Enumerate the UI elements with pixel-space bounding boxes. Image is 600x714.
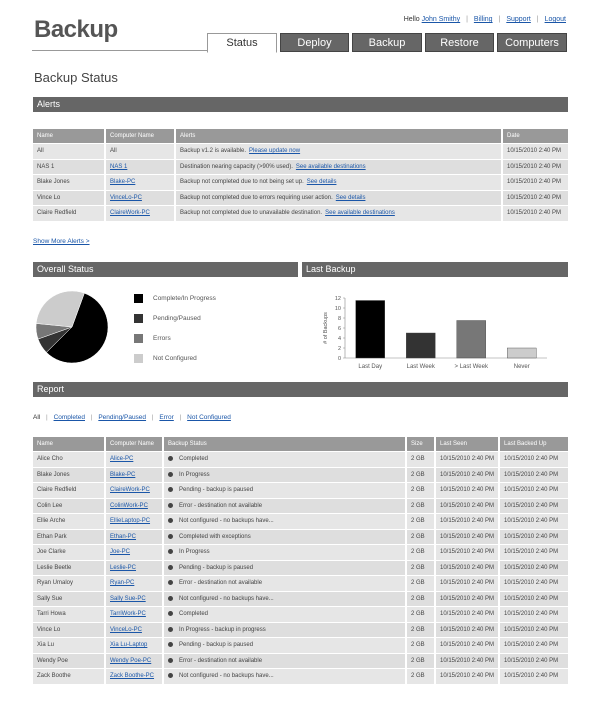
report-computer-cell [106,513,164,529]
status-dot-icon [168,565,173,570]
report-last-seen: 10/15/2010 2:40 PM [436,560,500,576]
report-table [33,437,568,684]
page-title: Backup Status [34,70,118,85]
alerts-col-computer[interactable]: Computer Name [106,129,176,143]
report-computer-cell [106,482,164,498]
report-last-seen: 10/15/2010 2:40 PM [436,544,500,560]
alert-computer-cell [106,143,176,159]
bar-y-tick-label: 0 [337,356,341,362]
report-computer-cell [106,498,164,514]
report-computer-link[interactable]: Xia Lu-Laptop [110,642,148,649]
alert-date: 10/15/2010 2:40 PM [503,143,568,159]
bar-x-tick-label: > Last Week [454,364,488,370]
report-last-backed-up: 10/15/2010 2:40 PM [500,606,568,622]
report-last-backed-up: 10/15/2010 2:40 PM [500,529,568,545]
report-col-name[interactable]: Name [33,437,106,451]
report-size: 2 GB [407,513,436,529]
status-dot-icon [168,518,173,523]
alert-date: 10/15/2010 2:40 PM [503,159,568,175]
alert-message: Backup not completed due to unavailable destination. [180,210,323,217]
alert-computer-cell [106,159,176,175]
report-row [33,668,568,684]
report-status-cell [164,575,407,591]
report-row [33,451,568,467]
legend-swatch [134,334,143,343]
report-status-cell [164,451,407,467]
report-col-last-backed-up[interactable]: Last Backed Up [500,437,568,451]
report-computer-cell [106,451,164,467]
last-backup-header: Last Backup [302,262,568,277]
bar-last-day [356,301,385,359]
alert-computer-link[interactable]: NAS 1 [110,163,128,170]
status-dot-icon [168,611,173,616]
report-name: Vince Lo [33,622,106,638]
report-last-backed-up: 10/15/2010 2:40 PM [500,513,568,529]
alerts-table [33,129,568,221]
legend-swatch [134,294,143,303]
report-name: Xia Lu [33,637,106,653]
alert-action-link[interactable]: See available destinations [295,163,366,170]
alert-message: Backup not completed due to errors requiring user action. [180,194,333,201]
report-size: 2 GB [407,498,436,514]
filter-separator: | [179,414,182,421]
tab-deploy[interactable]: Deploy [280,33,349,52]
report-computer-cell [106,575,164,591]
report-last-seen: 10/15/2010 2:40 PM [436,498,500,514]
report-row [33,529,568,545]
report-computer-link[interactable]: Wendy Poe-PC [110,657,152,664]
report-computer-cell [106,529,164,545]
alert-message: Backup v1.2 is available. [180,148,247,155]
filter-separator: | [90,414,93,421]
report-computer-cell [106,467,164,483]
nav-separator: | [498,16,501,23]
nav-separator: | [466,16,468,23]
report-computer-link[interactable]: Ryan-PC [110,580,135,587]
report-col-status[interactable]: Backup Status [164,437,407,451]
report-row [33,544,568,560]
legend-label: Not Configured [153,355,197,362]
alerts-col-date[interactable]: Date [503,129,568,143]
alert-message-cell [176,159,503,175]
tab-backup[interactable]: Backup [352,33,422,52]
report-status: In Progress [179,549,210,556]
header-divider [32,50,208,51]
report-status-cell [164,637,407,653]
report-computer-link[interactable]: ClaireWork-PC [110,487,150,494]
nav-separator: | [536,16,539,23]
report-name: Tarri Howa [33,606,106,622]
report-col-size[interactable]: Size [407,437,436,451]
report-last-backed-up: 10/15/2010 2:40 PM [500,668,568,684]
report-size: 2 GB [407,529,436,545]
filter-not-configured[interactable]: Not Configured [187,414,231,421]
alert-name: All [33,143,106,159]
report-name: Blake Jones [33,467,106,483]
report-status-cell [164,560,407,576]
report-status-cell [164,544,407,560]
status-dot-icon [168,642,173,647]
alert-row [33,143,568,159]
alert-computer-link[interactable]: Blake-PC [110,179,136,186]
report-last-seen: 10/15/2010 2:40 PM [436,451,500,467]
report-status: Completed [179,456,209,463]
alert-row [33,159,568,175]
alert-action-link[interactable]: Please update now [249,148,301,155]
overall-status-header: Overall Status [33,262,298,277]
report-last-backed-up: 10/15/2010 2:40 PM [500,498,568,514]
report-computer-link[interactable]: ColinWork-PC [110,502,148,509]
alert-computer-cell [106,174,176,190]
status-dot-icon [168,487,173,492]
report-status-cell [164,513,407,529]
report-computer-link[interactable]: Sally Sue-PC [110,595,146,602]
alert-row [33,174,568,190]
report-last-backed-up: 10/15/2010 2:40 PM [500,591,568,607]
alert-message-cell [176,143,503,159]
report-row [33,606,568,622]
status-dot-icon [168,456,173,461]
bar-y-tick-label: 8 [337,316,341,322]
report-computer-link[interactable]: VinceLo-PC [110,626,142,633]
report-row [33,622,568,638]
report-status: Pending - backup is paused [179,487,254,494]
status-dot-icon [168,549,173,554]
report-last-seen: 10/15/2010 2:40 PM [436,591,500,607]
alert-computer-link[interactable]: VinceLo-PC [110,194,142,201]
report-row [33,591,568,607]
report-name: Colin Lee [33,498,106,514]
report-status-cell [164,668,407,684]
report-size: 2 GB [407,668,436,684]
status-dot-icon [168,472,173,477]
report-computer-cell [106,560,164,576]
alert-row [33,205,568,221]
report-size: 2 GB [407,575,436,591]
report-name: Claire Redfield [33,482,106,498]
report-last-seen: 10/15/2010 2:40 PM [436,622,500,638]
alert-computer-link: All [110,148,117,155]
report-computer-link[interactable]: Blake-PC [110,471,136,478]
report-last-seen: 10/15/2010 2:40 PM [436,606,500,622]
report-computer-cell [106,668,164,684]
report-last-backed-up: 10/15/2010 2:40 PM [500,482,568,498]
report-status-cell [164,498,407,514]
alert-name: NAS 1 [33,159,106,175]
report-name: Wendy Poe [33,653,106,669]
bar-y-tick-label: 12 [334,296,341,302]
bar-y-tick-label: 10 [334,306,341,312]
alert-row [33,190,568,206]
report-last-backed-up: 10/15/2010 2:40 PM [500,544,568,560]
report-last-backed-up: 10/15/2010 2:40 PM [500,637,568,653]
report-name: Alice Cho [33,451,106,467]
alert-message-cell [176,174,503,190]
alert-message-cell [176,205,503,221]
alert-date: 10/15/2010 2:40 PM [503,205,568,221]
report-status-cell [164,467,407,483]
report-name: Sally Sue [33,591,106,607]
alert-computer-cell [106,205,176,221]
report-last-backed-up: 10/15/2010 2:40 PM [500,451,568,467]
status-dot-icon [168,673,173,678]
legend-swatch [134,354,143,363]
legend-label: Complete/In Progress [153,295,216,302]
alert-name: Vince Lo [33,190,106,206]
report-name: Ryan Umaloy [33,575,106,591]
report-name: Ethan Park [33,529,106,545]
report-last-seen: 10/15/2010 2:40 PM [436,482,500,498]
report-size: 2 GB [407,467,436,483]
report-last-backed-up: 10/15/2010 2:40 PM [500,560,568,576]
report-status: Error - destination not available [179,502,263,509]
report-col-last-seen[interactable]: Last Seen [436,437,500,451]
report-computer-cell [106,622,164,638]
bar-last-week [406,333,435,358]
report-status-cell [164,653,407,669]
report-section-header: Report [33,382,568,397]
report-last-backed-up: 10/15/2010 2:40 PM [500,575,568,591]
report-computer-link[interactable]: Ethan-PC [110,533,137,540]
alert-date: 10/15/2010 2:40 PM [503,174,568,190]
report-last-seen: 10/15/2010 2:40 PM [436,653,500,669]
report-computer-link[interactable]: Alice-PC [110,456,134,463]
report-status: Error - destination not available [179,580,263,587]
report-status: Not configured - no backups have... [179,673,274,680]
filter-all[interactable]: All [33,414,41,421]
alerts-col-name[interactable]: Name [33,129,106,143]
report-last-backed-up: 10/15/2010 2:40 PM [500,467,568,483]
report-last-seen: 10/15/2010 2:40 PM [436,668,500,684]
report-size: 2 GB [407,606,436,622]
report-status-cell [164,482,407,498]
report-status: Pending - backup is paused [179,564,254,571]
report-status: Error - destination not available [179,657,263,664]
bar-x-tick-label: Last Week [406,364,435,370]
app-logo: Backup [34,16,118,43]
report-name: Leslie Beetle [33,560,106,576]
logout-link[interactable]: Logout [544,16,566,23]
report-computer-cell [106,653,164,669]
report-col-computer[interactable]: Computer Name [106,437,164,451]
report-filters [33,414,231,421]
alert-computer-link[interactable]: ClaireWork-PC [110,210,150,217]
report-computer-link[interactable]: Zack Boothe-PC [110,673,155,680]
alert-action-link[interactable]: See available destinations [325,210,395,217]
report-row [33,498,568,514]
bar-y-tick-label: 4 [337,336,341,342]
report-size: 2 GB [407,544,436,560]
alert-name: Blake Jones [33,174,106,190]
bar-x-tick-label: Never [513,364,530,370]
bar-y-tick-label: 6 [337,326,341,332]
alert-message-cell [176,190,503,206]
user-link[interactable]: John Smithy [421,16,461,23]
filter-error[interactable]: Error [159,414,174,421]
report-row [33,467,568,483]
last-backup-bar-chart [315,290,555,374]
report-status-cell [164,529,407,545]
report-row [33,575,568,591]
status-dot-icon [168,627,173,632]
report-status-cell [164,622,407,638]
bar-never [507,348,536,358]
report-status: In Progress - backup in progress [179,626,266,633]
alert-message: Destination nearing capacity (>90% used). [180,163,293,170]
report-row [33,513,568,529]
report-computer-cell [106,591,164,607]
report-last-backed-up: 10/15/2010 2:40 PM [500,653,568,669]
report-status: Completed with exceptions [179,533,251,540]
report-row [33,560,568,576]
support-link[interactable]: Support [506,16,531,23]
report-status: Not configured - no backups have... [179,595,274,602]
report-last-seen: 10/15/2010 2:40 PM [436,467,500,483]
report-size: 2 GB [407,560,436,576]
greeting-label: Hello [403,16,420,23]
report-size: 2 GB [407,591,436,607]
report-status-cell [164,591,407,607]
report-computer-cell [106,606,164,622]
report-status-cell [164,606,407,622]
alert-message: Backup not completed due to not being set up. [180,179,304,186]
tab-restore[interactable]: Restore [425,33,494,52]
report-size: 2 GB [407,637,436,653]
report-row [33,637,568,653]
legend-label: Pending/Paused [153,315,201,322]
filter-completed[interactable]: Completed [53,414,85,421]
report-size: 2 GB [407,653,436,669]
bar-y-tick-label: 2 [337,346,341,352]
alert-computer-cell [106,190,176,206]
report-computer-cell [106,544,164,560]
overall-status-pie-chart [32,287,112,367]
filter-separator: | [151,414,154,421]
report-size: 2 GB [407,622,436,638]
report-name: Ellie Arche [33,513,106,529]
report-row [33,653,568,669]
report-computer-link[interactable]: TarriWork-PC [110,611,146,618]
filter-pending-paused[interactable]: Pending/Paused [98,414,147,421]
legend-swatch [134,314,143,323]
alert-date: 10/15/2010 2:40 PM [503,190,568,206]
report-size: 2 GB [407,451,436,467]
report-status: In Progress [179,471,210,478]
report-status: Not configured - no backups have... [179,518,274,525]
billing-link[interactable]: Billing [473,16,493,23]
alert-action-link[interactable]: See details [335,194,366,201]
report-row [33,482,568,498]
report-last-backed-up: 10/15/2010 2:40 PM [500,622,568,638]
report-last-seen: 10/15/2010 2:40 PM [436,575,500,591]
bar-x-tick-label: Last Day [358,364,383,370]
report-status: Completed [179,611,209,618]
report-status: Pending - backup is paused [179,642,254,649]
top-nav [404,16,566,23]
bar-last-week [457,321,486,359]
report-last-seen: 10/15/2010 2:40 PM [436,637,500,653]
tab-status[interactable]: Status [207,33,277,53]
report-name: Zack Boothe [33,668,106,684]
status-dot-icon [168,658,173,663]
tab-computers[interactable]: Computers [497,33,567,52]
status-dot-icon [168,596,173,601]
alerts-col-alerts[interactable]: Alerts [176,129,503,143]
alerts-section-header: Alerts [33,97,568,112]
status-dot-icon [168,503,173,508]
report-computer-link[interactable]: EllieLaptop-PC [110,518,151,525]
report-last-seen: 10/15/2010 2:40 PM [436,529,500,545]
bar-y-axis-label: # of Backups [323,312,329,344]
report-name: Joe Clarke [33,544,106,560]
report-size: 2 GB [407,482,436,498]
status-dot-icon [168,580,173,585]
alert-action-link[interactable]: See details [306,179,337,186]
alert-name: Claire Redfield [33,205,106,221]
report-computer-link[interactable]: Leslie-PC [110,564,137,571]
report-last-seen: 10/15/2010 2:40 PM [436,513,500,529]
legend-label: Errors [153,335,171,342]
report-computer-cell [106,637,164,653]
filter-separator: | [46,414,48,421]
status-dot-icon [168,534,173,539]
show-more-alerts-link[interactable]: Show More Alerts > [33,238,90,245]
report-computer-link[interactable]: Joe-PC [110,549,131,556]
